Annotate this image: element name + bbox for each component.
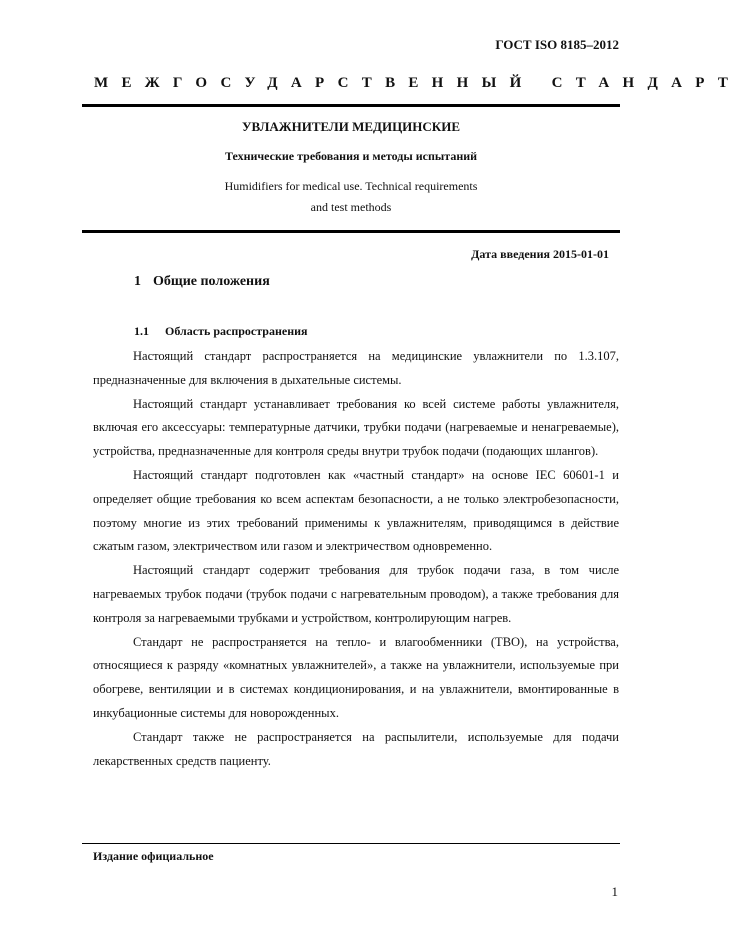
- english-title: [82, 176, 620, 218]
- paragraph: Стандарт также не распространяется на распылители, используемые для подачи лекарственных средств пациенту.: [93, 729, 619, 768]
- section-title: Общие положения: [153, 274, 270, 289]
- paragraph: Настоящий стандарт подготовлен как «частный стандарт» на основе IEC 60601-1 и определяет общие требования ко всем аспектам безопасности, а не только электробезопасности, поэтому многие из этих требований применимы к увлажнителям, приводящимся в действие сжатым газом, электричеством или газом и электричеством одновременно.: [93, 467, 619, 554]
- paragraph: Настоящий стандарт распространяется на медицинские увлажнители по 1.3.107, предназначенные для включения в дыхательные системы.: [93, 349, 619, 387]
- section-heading: [134, 274, 270, 290]
- standard-type: МЕЖГОСУДАРСТВЕННЫЙ СТАНДАРТ: [94, 75, 741, 91]
- english-title-line-2: and test methods: [310, 200, 392, 214]
- paragraph: Настоящий стандарт устанавливает требования ко всей системе работы увлажнителя, включая его аксессуары: температурные датчики, трубки подачи (нагреваемые и ненагреваемые), устройства, предназначенные для контроля среды внутри трубок подачи (подающих шлангов).: [93, 396, 619, 459]
- footer-divider: [82, 843, 620, 844]
- subsection-number: 1.1: [134, 324, 149, 338]
- header-divider: [82, 104, 620, 107]
- paragraph: Настоящий стандарт содержит требования для трубок подачи газа, в том числе нагреваемых трубок подачи (трубок подачи с нагревательным проводом), а также требования для контроля за нагреваемыми трубками и устройством, контролирующим нагрев.: [93, 563, 619, 625]
- edition-note: Издание официальное: [93, 849, 214, 863]
- page-number: 1: [611, 884, 618, 899]
- introduction-date: Дата введения 2015-01-01: [471, 247, 609, 261]
- body-text: [93, 345, 619, 773]
- subsection-heading: [134, 324, 308, 339]
- subsection-title: Область распространения: [165, 324, 308, 338]
- title-divider: [82, 230, 620, 233]
- english-title-line-1: Humidifiers for medical use. Technical requirements: [224, 179, 478, 193]
- section-number: 1: [134, 274, 141, 289]
- document-title: УВЛАЖНИТЕЛИ МЕДИЦИНСКИЕ: [241, 119, 461, 134]
- document-code: ГОСТ ISO 8185–2012: [495, 37, 619, 52]
- document-subtitle: Технические требования и методы испытаний: [224, 149, 478, 163]
- paragraph: Стандарт не распространяется на тепло- и влагообменники (ТВО), на устройства, относящиеся к разряду «комнатных увлажнителей», а также на увлажнители, используемые при обогреве, вентиляции и в системах кондиционирования, и на увлажнители, вмонтированные в инкубационные системы для новорожденных.: [93, 634, 619, 720]
